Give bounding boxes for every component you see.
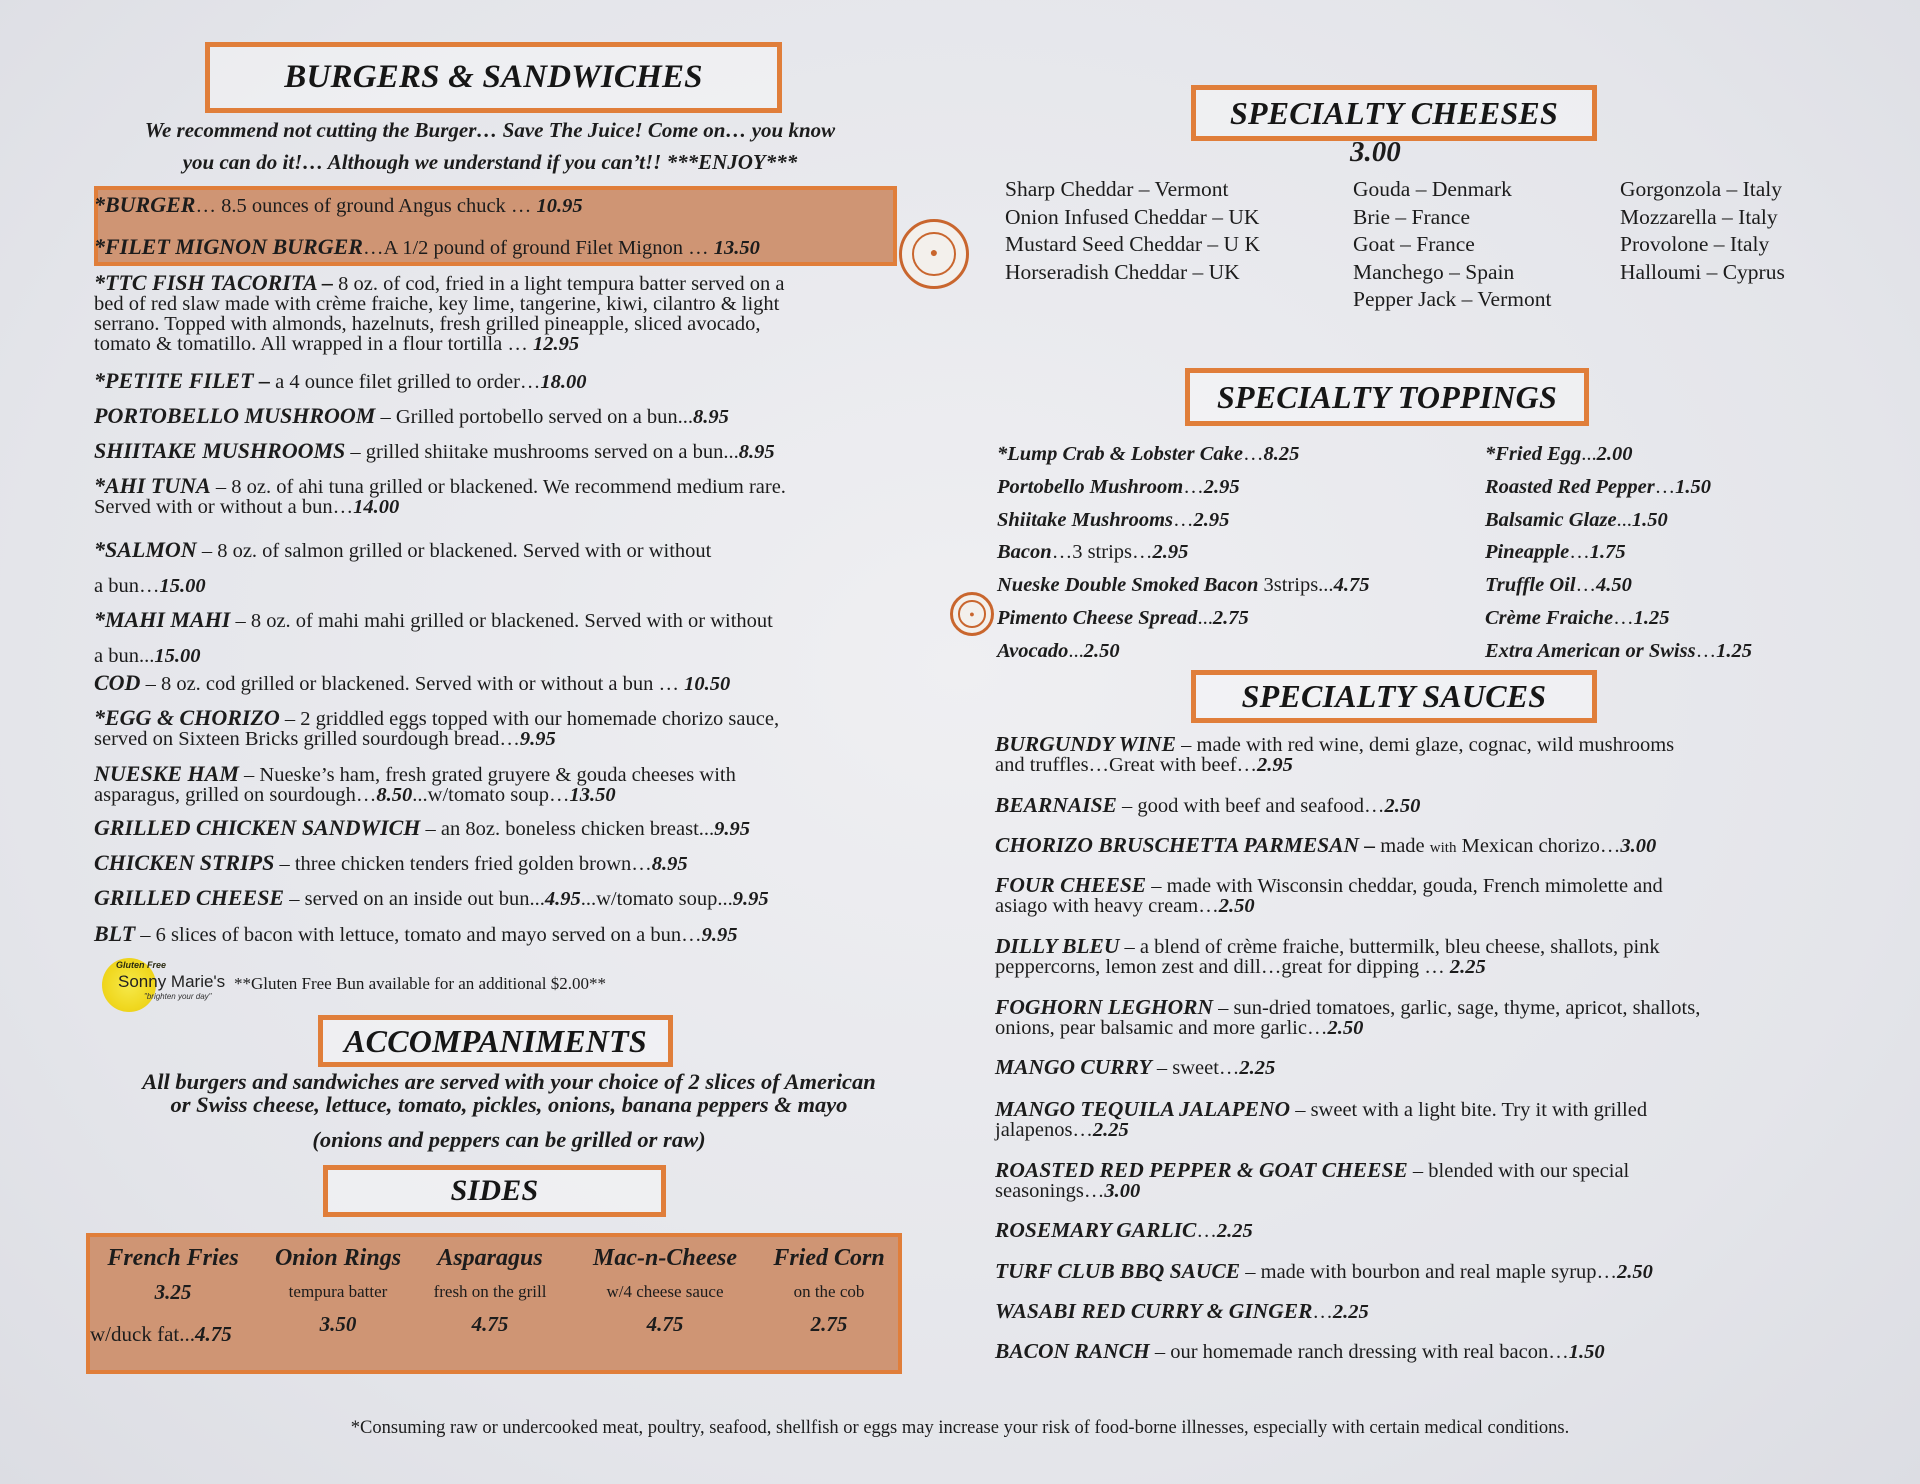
burgers-intro [100, 114, 880, 178]
cheese-item: Mozzarella – Italy [1620, 204, 1778, 229]
toppings-heading: SPECIALTY TOPPINGS [1185, 368, 1589, 426]
accompaniments-line: (onions and peppers can be grilled or raw) [312, 1127, 706, 1152]
topping-item [997, 536, 1369, 569]
side-name: Onion Rings [274, 1245, 402, 1271]
sauce-name: MANGO TEQUILA JALAPENO [995, 1097, 1291, 1121]
sauce-desc: – blended with our special [1407, 1160, 1630, 1182]
topping-item [1485, 602, 1752, 635]
topping-sep: … [1183, 475, 1204, 498]
sauce-price: 2.50 [1327, 1017, 1364, 1039]
logo-text: Gluten Free [116, 960, 167, 970]
side-item [434, 1245, 547, 1337]
item-desc: tomato & tomatillo. All wrapped in a flour tortilla … [94, 333, 533, 355]
topping-name: Shiitake Mushrooms [997, 508, 1174, 531]
cheese-item: Gouda – Denmark [1353, 177, 1512, 201]
side-name: Fried Corn [773, 1245, 885, 1271]
item-desc: – 8 oz. cod grilled or blackened. Served with or without a bun … [140, 673, 685, 695]
side-desc: w/4 cheese sauce [606, 1282, 724, 1301]
side-desc: on the cob [793, 1282, 865, 1301]
topping-item [997, 635, 1369, 668]
menu-item [94, 670, 924, 695]
item-desc: … 8.5 ounces of ground Angus chuck … [195, 195, 537, 217]
sauce-price: 2.25 [1332, 1301, 1369, 1323]
item-desc: – 8 oz. of ahi tuna grilled or blackened. We recommend medium rare. [210, 476, 786, 498]
item-name: *PETITE FILET – [94, 368, 271, 393]
side-item [773, 1245, 884, 1337]
sauce-desc: – made with red wine, demi glaze, cognac, wild mushrooms [1176, 734, 1675, 756]
topping-sep: …3 strips… [1051, 541, 1153, 564]
sauce-item [995, 734, 1875, 775]
sauce-desc: asiago with heavy cream… [995, 895, 1219, 917]
sauce-desc: peppercorns, lemon zest and dill…great for dipping … [995, 956, 1450, 978]
menu-item [94, 921, 924, 946]
topping-price: 2.95 [1152, 541, 1189, 564]
topping-price: 2.95 [1193, 508, 1230, 531]
cheese-item: Mustard Seed Cheddar – U K [1005, 232, 1260, 256]
item-name: PORTOBELLO MUSHROOM [94, 403, 376, 428]
topping-item [997, 504, 1369, 537]
topping-item [1485, 635, 1752, 668]
accompaniments-heading: ACCOMPANIMENTS [318, 1015, 673, 1067]
side-price: 4.75 [471, 1312, 509, 1336]
sauce-desc: jalapenos… [995, 1119, 1093, 1141]
item-desc: – an 8oz. boneless chicken breast... [420, 818, 715, 840]
sauce-item [995, 795, 1875, 816]
item-name: GRILLED CHEESE [94, 885, 285, 910]
item-name: *MAHI MAHI [94, 607, 231, 632]
item-name: *TTC FISH TACORITA – [94, 270, 334, 295]
cheese-list [1620, 176, 1785, 286]
item-desc: …A 1/2 pound of ground Filet Mignon … [362, 237, 714, 259]
item-price: 10.50 [684, 673, 731, 695]
cheese-item: Halloumi – Cyprus [1620, 259, 1785, 284]
topping-name: Crème Fraiche [1485, 606, 1614, 629]
item-desc: a bun... [94, 645, 155, 667]
sauce-desc: made [1375, 835, 1430, 857]
side-name: French Fries [107, 1245, 239, 1271]
item-price: 8.95 [693, 406, 729, 428]
menu-item [94, 473, 924, 518]
menu-item [94, 192, 924, 217]
cheese-item: Pepper Jack – Vermont [1353, 287, 1552, 311]
menu-item [94, 532, 924, 604]
menu-item [94, 885, 924, 910]
topping-item [1485, 536, 1752, 569]
topping-sep: ... [1197, 606, 1213, 629]
sauce-name: WASABI RED CURRY & GINGER [995, 1299, 1313, 1323]
topping-item [1485, 569, 1752, 602]
sauce-item [995, 1160, 1875, 1201]
item-price: 13.50 [569, 784, 616, 806]
item-name: *BURGER [94, 192, 196, 217]
item-name: NUESKE HAM [94, 761, 239, 786]
item-name: COD [94, 670, 141, 695]
topping-item [1485, 471, 1752, 504]
sauce-item [995, 997, 1875, 1038]
item-desc: bed of red slaw made with crème fraiche, key lime, tangerine, kiwi, cilantro & light [94, 293, 780, 315]
sauce-item [995, 1341, 1875, 1362]
sauce-price: 3.00 [1620, 835, 1657, 857]
sauce-name: FOGHORN LEGHORN [995, 995, 1214, 1019]
seal-icon [950, 592, 994, 636]
topping-price: 1.75 [1589, 541, 1626, 564]
topping-name: Pimento Cheese Spread [997, 606, 1198, 629]
topping-item [997, 438, 1369, 471]
item-price: 13.50 [713, 237, 760, 259]
topping-price: 8.25 [1263, 443, 1300, 465]
item-desc: asparagus, grilled on sourdough… [94, 784, 377, 806]
topping-sep: … [1173, 508, 1194, 531]
menu-item [94, 705, 924, 750]
menu-item [94, 850, 924, 875]
logo-brand: Sonny Marie's [118, 972, 226, 991]
item-desc: – 8 oz. of mahi mahi grilled or blackened. Served with or without [230, 610, 773, 632]
cheese-list [1353, 176, 1551, 314]
topping-sep: 3strips... [1258, 574, 1334, 597]
topping-sep: … [1695, 639, 1717, 662]
side-item [275, 1245, 401, 1337]
item-price: 9.95 [519, 728, 556, 750]
topping-sep: … [1243, 443, 1264, 465]
menu-item [94, 270, 924, 355]
item-desc: ...w/tomato soup... [580, 888, 733, 910]
item-name: BLT [94, 921, 136, 946]
topping-price: 1.50 [1675, 475, 1712, 498]
item-desc: – three chicken tenders fried golden brown… [274, 853, 652, 875]
topping-name: Roasted Red Pepper [1485, 475, 1655, 498]
side-item [107, 1245, 238, 1305]
side-name: Asparagus [437, 1245, 543, 1271]
item-name: GRILLED CHICKEN SANDWICH [94, 815, 421, 840]
item-desc: a bun… [94, 575, 160, 597]
side-price: 3.50 [319, 1312, 357, 1336]
sauce-price: 2.50 [1617, 1261, 1653, 1283]
side-desc: w/duck fat... [90, 1322, 195, 1346]
topping-price: 1.25 [1716, 639, 1752, 662]
sauce-name: BEARNAISE [995, 793, 1117, 817]
sauce-price: 1.50 [1568, 1341, 1605, 1363]
item-desc: – Nueske’s ham, fresh grated gruyere & gouda cheeses with [238, 764, 736, 786]
item-price: 8.95 [651, 853, 688, 875]
sauce-name: CHORIZO BRUSCHETTA PARMESAN – [995, 833, 1376, 857]
sauce-desc: and truffles…Great with beef… [995, 754, 1258, 776]
item-desc: served on Sixteen Bricks grilled sourdough bread… [94, 728, 520, 750]
side-price: 2.75 [810, 1312, 848, 1336]
item-price: 9.95 [701, 924, 738, 946]
cheese-item: Gorgonzola – Italy [1620, 177, 1783, 201]
sauce-price: 2.25 [1216, 1220, 1253, 1242]
sauce-item [995, 936, 1875, 977]
sauce-item [995, 875, 1875, 916]
seal-inner-icon: ● [912, 232, 956, 276]
sauce-desc: – a blend of crème fraiche, buttermilk, bleu cheese, shallots, pink [1119, 936, 1660, 958]
cheese-item: Horseradish Cheddar – UK [1005, 259, 1240, 284]
topping-price: 2.95 [1203, 475, 1240, 498]
item-price: 15.00 [159, 575, 206, 597]
item-desc: serrano. Topped with almonds, hazelnuts, fresh grilled pineapple, sliced avocado, [94, 313, 761, 335]
footer-disclaimer: *Consuming raw or undercooked meat, poultry, seafood, shellfish or eggs may increase your risk of food-borne illnesses, especially with certain medical conditions. [350, 1418, 1570, 1438]
item-desc: – Grilled portobello served on a bun... [375, 406, 694, 428]
menu-item [94, 368, 924, 393]
sauce-desc: – made with bourbon and real maple syrup… [1240, 1261, 1618, 1283]
sauce-desc: – sweet… [1151, 1057, 1240, 1079]
sauce-desc: – made with Wisconsin cheddar, gouda, French mimolette and [1146, 875, 1663, 897]
toppings-list [997, 438, 1369, 668]
logo-tagline: "brighten your day" [144, 992, 212, 1001]
item-desc: – grilled shiitake mushrooms served on a bun... [345, 441, 739, 463]
sauce-name: ROSEMARY GARLIC [995, 1218, 1197, 1242]
gluten-free-logo [98, 958, 226, 1016]
sauce-item [995, 1301, 1875, 1322]
sauce-desc: … [1312, 1301, 1333, 1323]
item-desc: Served with or without a bun… [94, 496, 354, 518]
side-name: Mac-n-Cheese [593, 1245, 737, 1271]
sauce-name: BURGUNDY WINE [995, 732, 1176, 756]
topping-price: 1.25 [1633, 606, 1670, 629]
topping-name: Extra American or Swiss [1485, 639, 1696, 662]
item-name: SHIITAKE MUSHROOMS [94, 438, 346, 463]
item-desc: 8 oz. of cod, fried in a light tempura batter served on a [333, 273, 785, 295]
sauce-price: 2.25 [1239, 1057, 1276, 1079]
topping-price: 4.75 [1333, 574, 1370, 597]
sauce-desc: – sun-dried tomatoes, garlic, sage, thyme, apricot, shallots, [1213, 997, 1701, 1019]
topping-price: 1.50 [1631, 508, 1668, 531]
item-name: *FILET MIGNON BURGER [94, 234, 363, 259]
topping-item [1485, 504, 1752, 537]
item-name: CHICKEN STRIPS [94, 850, 275, 875]
topping-price: 2.00 [1596, 443, 1633, 465]
topping-name: Avocado [997, 639, 1069, 662]
side-price: 4.75 [194, 1322, 232, 1346]
sauce-desc: Mexican chorizo… [1456, 835, 1621, 857]
item-price: 4.95 [544, 888, 581, 910]
topping-name: *Lump Crab & Lobster Cake [997, 443, 1244, 465]
accompaniments-line: All burgers and sandwiches are served with your choice of 2 slices of American [142, 1069, 876, 1094]
topping-sep: … [1575, 574, 1597, 597]
item-price: 9.95 [732, 888, 769, 910]
sauce-item [995, 1099, 1875, 1140]
cheese-item: Manchego – Spain [1353, 259, 1515, 284]
item-desc: a 4 ounce filet grilled to order… [270, 371, 541, 393]
cheese-item: Brie – France [1353, 204, 1471, 229]
item-name: *EGG & CHORIZO [94, 705, 280, 730]
seal-icon [899, 219, 969, 289]
item-name: *SALMON [94, 537, 197, 562]
side-price: 3.25 [154, 1280, 192, 1304]
topping-sep: ... [1581, 443, 1597, 465]
topping-sep: … [1569, 541, 1590, 564]
sauce-name: FOUR CHEESE [995, 873, 1147, 897]
item-price: 18.00 [540, 371, 587, 393]
sauces-heading: SPECIALTY SAUCES [1191, 670, 1597, 723]
accompaniments-text [94, 1070, 924, 1151]
topping-item [997, 471, 1369, 504]
sauce-price: 2.25 [1092, 1119, 1129, 1141]
topping-price: 2.50 [1083, 639, 1120, 662]
topping-sep: ... [1616, 508, 1632, 531]
sauce-desc: … [1196, 1220, 1217, 1242]
gluten-free-note: **Gluten Free Bun available for an additional $2.00** [234, 974, 607, 993]
item-desc: – 6 slices of bacon with lettuce, tomato and mayo served on a bun… [135, 924, 702, 946]
item-name: *AHI TUNA [94, 473, 211, 498]
sauce-name: BACON RANCH [995, 1339, 1150, 1363]
sauce-price: 2.50 [1384, 795, 1421, 817]
side-extra [90, 1322, 232, 1347]
topping-sep: … [1654, 475, 1676, 498]
item-price: 9.95 [714, 818, 751, 840]
topping-sep: … [1613, 606, 1634, 629]
item-desc: – served on an inside out bun... [284, 888, 545, 910]
topping-sep: ... [1068, 639, 1084, 662]
menu-item [94, 234, 924, 259]
side-price: 4.75 [646, 1312, 684, 1336]
item-desc: ...w/tomato soup… [412, 784, 570, 806]
item-price: 10.95 [536, 195, 583, 217]
topping-price: 2.75 [1212, 606, 1249, 629]
intro-line: We recommend not cutting the Burger… Save The Juice! Come on… you know [144, 118, 836, 142]
sides-heading: SIDES [323, 1165, 666, 1217]
cheese-list [1005, 176, 1260, 286]
topping-item [997, 602, 1369, 635]
intro-line: you can do it!… Although we understand if you can’t!! ***ENJOY*** [182, 150, 798, 174]
side-desc: tempura batter [288, 1282, 388, 1301]
seal-inner-icon: ● [958, 600, 986, 628]
sauce-item [995, 1261, 1875, 1282]
sauce-desc: seasonings… [995, 1180, 1105, 1202]
item-desc: – 2 griddled eggs topped with our homemade chorizo sauce, [279, 708, 780, 730]
sauce-item [995, 1220, 1875, 1241]
menu-item [94, 815, 924, 840]
topping-price: 4.50 [1596, 574, 1632, 597]
sauce-price: 3.00 [1104, 1180, 1141, 1202]
cheeses-price: 3.00 [1350, 136, 1401, 168]
item-price: 8.95 [738, 441, 775, 463]
topping-item [1485, 438, 1752, 471]
item-price: 14.00 [353, 496, 400, 518]
side-item [593, 1245, 737, 1337]
cheese-item: Goat – France [1353, 232, 1475, 256]
cheese-item: Sharp Cheddar – Vermont [1005, 177, 1229, 201]
item-price: 15.00 [154, 645, 201, 667]
sauce-name: DILLY BLEU [995, 934, 1120, 958]
side-desc: fresh on the grill [433, 1282, 547, 1301]
sauce-desc: – good with beef and seafood… [1116, 795, 1385, 817]
sauce-desc: with [1429, 840, 1457, 856]
sauce-name: ROASTED RED PEPPER & GOAT CHEESE [995, 1158, 1408, 1182]
sauce-desc: – our homemade ranch dressing with real bacon… [1149, 1341, 1569, 1363]
sauce-price: 2.95 [1257, 754, 1293, 776]
topping-name: Pineapple [1485, 541, 1570, 564]
sauce-price: 2.25 [1449, 956, 1486, 978]
item-price: 12.95 [532, 333, 580, 355]
cheese-item: Provolone – Italy [1620, 232, 1770, 256]
topping-item [997, 569, 1369, 602]
accompaniments-line: or Swiss cheese, lettuce, tomato, pickles, onions, banana peppers & mayo [170, 1092, 848, 1117]
topping-name: Bacon [997, 541, 1052, 564]
topping-name: Truffle Oil [1485, 574, 1576, 597]
topping-name: Nueske Double Smoked Bacon [997, 574, 1259, 597]
item-price: 8.50 [376, 784, 413, 806]
menu-item [94, 602, 924, 674]
sauce-desc: onions, pear balsamic and more garlic… [995, 1017, 1328, 1039]
toppings-list [1485, 438, 1752, 668]
cheese-item: Onion Infused Cheddar – UK [1005, 204, 1260, 229]
menu-item [94, 761, 924, 806]
sauce-item [995, 1057, 1875, 1078]
sauce-price: 2.50 [1218, 895, 1255, 917]
item-desc: – 8 oz. of salmon grilled or blackened. Served with or without [196, 540, 712, 562]
menu-item [94, 403, 924, 428]
menu-item [94, 438, 924, 463]
topping-name: Portobello Mushroom [997, 475, 1184, 498]
sauce-item [995, 835, 1875, 858]
sauce-name: TURF CLUB BBQ SAUCE [995, 1259, 1241, 1283]
burgers-heading: BURGERS & SANDWICHES [205, 42, 782, 113]
sauce-desc: – sweet with a light bite. Try it with grilled [1290, 1099, 1648, 1121]
cheeses-heading: SPECIALTY CHEESES [1191, 85, 1597, 141]
topping-name: *Fried Egg [1485, 443, 1582, 465]
sauce-name: MANGO CURRY [995, 1055, 1152, 1079]
topping-name: Balsamic Glaze [1485, 508, 1617, 531]
